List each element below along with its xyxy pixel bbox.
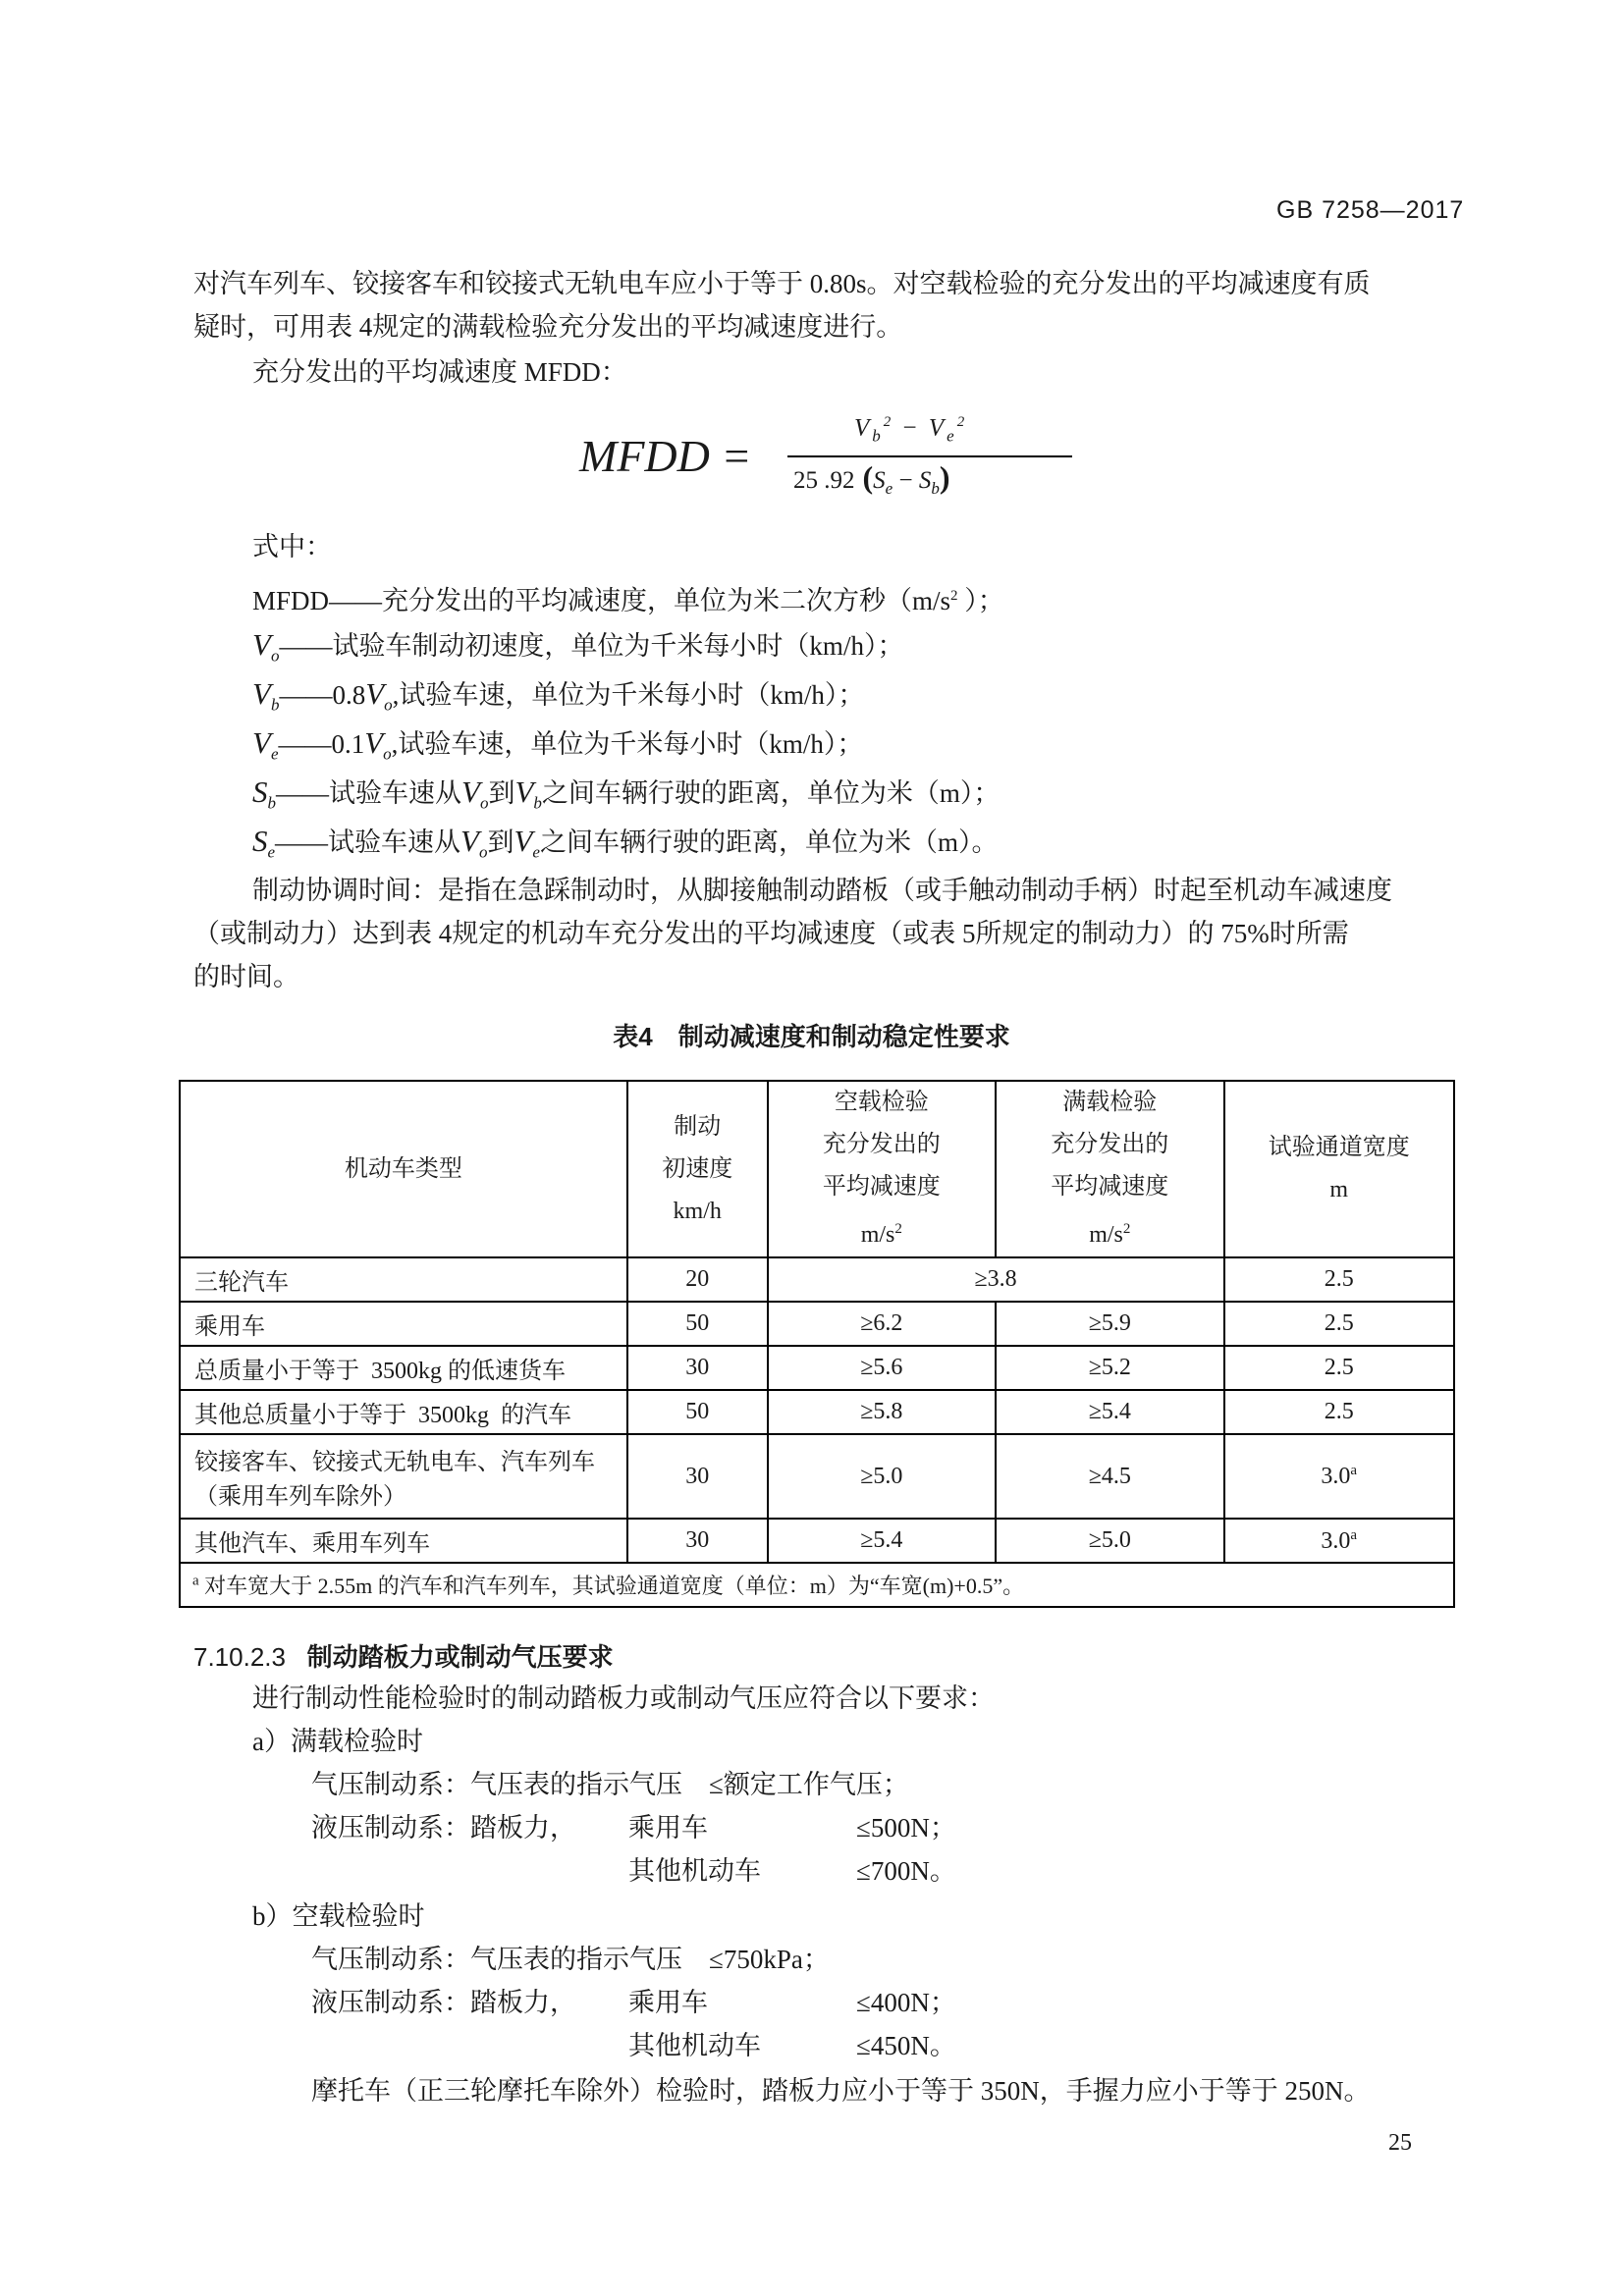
table-row [180, 1519, 1454, 1563]
item-b-hyd-car-value: ≤400N； [856, 1988, 956, 2017]
table-caption: 表4 制动减速度和制动稳定性要求 [613, 1022, 1010, 1051]
cell-empty: ≥5.4 [768, 1519, 996, 1563]
cell-speed: 30 [627, 1434, 768, 1519]
formula-numerator: $V_b^2 - V_e^2$ [854, 414, 968, 446]
cell-speed: 30 [627, 1519, 768, 1563]
item-a-label: a）满载检验时 [252, 1727, 423, 1756]
cell-width: 2.5 [1224, 1257, 1454, 1302]
cell-empty: ≥5.0 [768, 1434, 996, 1519]
item-b-air: 气压制动系：气压表的指示气压 ≤750kPa； [311, 1945, 830, 1974]
intro-line-3: 充分发出的平均减速度 MFDD： [252, 357, 627, 387]
item-a-hyd-label: 液压制动系：踏板力， [311, 1813, 576, 1842]
table-row [180, 1434, 1454, 1519]
section-intro: 进行制动性能检验时的制动踏板力或制动气压应符合以下要求： [252, 1683, 995, 1713]
item-b-hyd-other: 其他机动车 [628, 2031, 761, 2060]
item-a-hyd-car-value: ≤500N； [856, 1813, 956, 1842]
motorcycle-requirement: 摩托车（正三轮摩托车除外）检验时，踏板力应小于等于 350N，手握力应小于等于 250N。 [311, 2076, 1371, 2106]
header-empty-mfdd: 空载检验 充分发出的 平均减速度 $m/s^2$ [768, 1081, 996, 1257]
item-b-hyd-label: 液压制动系：踏板力， [311, 1988, 576, 2017]
item-a-hyd-other-value: ≤700N。 [856, 1856, 956, 1886]
cell-merged-mfdd: ≥3.8 [768, 1257, 1224, 1302]
formula-fraction-bar [787, 455, 1072, 457]
cell-full: ≥5.4 [996, 1390, 1223, 1434]
header-lane-width: 试验通道宽度 m [1224, 1081, 1454, 1257]
table-row [180, 1346, 1454, 1390]
item-b-hyd-car: 乘用车 [628, 1988, 708, 2017]
cell-full: ≥5.0 [996, 1519, 1223, 1563]
intro-line-1: 对汽车列车、铰接客车和铰接式无轨电车应小于等于 0.80s。对空载检验的充分发出的平均减速度有质 [193, 269, 1371, 298]
standard-number: GB 7258—2017 [1276, 196, 1465, 224]
def-se: $S_e——$试验车速从$V_o$到$V_e$之间车辆行驶的距离，单位为米（m）。 [252, 824, 999, 862]
coordination-line-3: 的时间。 [193, 962, 299, 991]
def-vb: $V_b——0.8V_o$,试验车速，单位为千米每小时（km/h）； [252, 676, 865, 715]
item-b-hyd-other-value: ≤450N。 [856, 2031, 956, 2060]
cell-empty: ≥6.2 [768, 1302, 996, 1346]
item-a-hyd-other: 其他机动车 [628, 1856, 761, 1886]
def-ve: $V_e——0.1V_o$,试验车速，单位为千米每小时（km/h）； [252, 725, 864, 764]
cell-empty: ≥5.6 [768, 1346, 996, 1390]
def-mfdd: MFDD——充分发出的平均减速度，单位为米二次方秒（$m/s^2$ ）； [252, 586, 1004, 615]
cell-type: 总质量小于等于 3500kg 的低速货车 [180, 1346, 627, 1390]
cell-width: 3.0$^a$ [1224, 1434, 1454, 1519]
table-row [180, 1302, 1454, 1346]
section-heading: 7.10.2.3 制动踏板力或制动气压要求 [193, 1642, 614, 1672]
cell-full: ≥5.2 [996, 1346, 1223, 1390]
cell-empty: ≥5.8 [768, 1390, 996, 1434]
formula-denominator: 25 .92 $(S_e - S_b)$ [793, 459, 950, 498]
definitions-intro: 式中： [252, 532, 332, 561]
cell-type: 乘用车 [180, 1302, 627, 1346]
cell-speed: 20 [627, 1257, 768, 1302]
def-sb: $S_b——$试验车速从$V_o$到$V_b$之间车辆行驶的距离，单位为米（m）； [252, 774, 1001, 813]
item-a-air: 气压制动系：气压表的指示气压 ≤额定工作气压； [311, 1770, 909, 1799]
cell-width: 3.0$^a$ [1224, 1519, 1454, 1563]
item-b-label: b）空载检验时 [252, 1901, 425, 1931]
coordination-line-2: （或制动力）达到表 4规定的机动车充分发出的平均减速度（或表 5所规定的制动力）的 75%时所需 [193, 919, 1349, 948]
braking-table [179, 1080, 1455, 1608]
cell-speed: 30 [627, 1346, 768, 1390]
cell-type: 铰接客车、铰接式无轨电车、汽车列车 （乘用车列车除外） [180, 1434, 627, 1519]
item-a-hyd-car: 乘用车 [628, 1813, 708, 1842]
cell-width: 2.5 [1224, 1302, 1454, 1346]
cell-full: ≥5.9 [996, 1302, 1223, 1346]
header-vehicle-type: 机动车类型 [180, 1081, 627, 1257]
def-vo: $V_o——$试验车制动初速度，单位为千米每小时（km/h）； [252, 627, 904, 666]
cell-speed: 50 [627, 1390, 768, 1434]
cell-type: 三轮汽车 [180, 1257, 627, 1302]
table-row [180, 1390, 1454, 1434]
coordination-line-1: 制动协调时间：是指在急踩制动时，从脚接触制动踏板（或手触动制动手柄）时起至机动车减速度 [252, 876, 1392, 905]
cell-speed: 50 [627, 1302, 768, 1346]
cell-type: 其他总质量小于等于 3500kg 的汽车 [180, 1390, 627, 1434]
formula-lhs: MFDD = [579, 431, 752, 481]
header-initial-speed: 制动 初速度 km/h [627, 1081, 768, 1257]
intro-line-2: 疑时，可用表 4规定的满载检验充分发出的平均减速度进行。 [193, 312, 903, 342]
cell-full: ≥4.5 [996, 1434, 1223, 1519]
table-footnote: $^a$ 对车宽大于 2.55m 的汽车和汽车列车，其试验通道宽度（单位：m）为“车宽(m)+0.5”。 [180, 1563, 1454, 1607]
table-header-row [180, 1081, 1454, 1257]
mfdd-formula [579, 412, 1090, 510]
header-full-mfdd: 满载检验 充分发出的 平均减速度 $m/s^2$ [996, 1081, 1223, 1257]
cell-width: 2.5 [1224, 1390, 1454, 1434]
page-number: 25 [1388, 2130, 1412, 2156]
table-footnote-row [180, 1563, 1454, 1607]
table-row [180, 1257, 1454, 1302]
cell-width: 2.5 [1224, 1346, 1454, 1390]
cell-type: 其他汽车、乘用车列车 [180, 1519, 627, 1563]
